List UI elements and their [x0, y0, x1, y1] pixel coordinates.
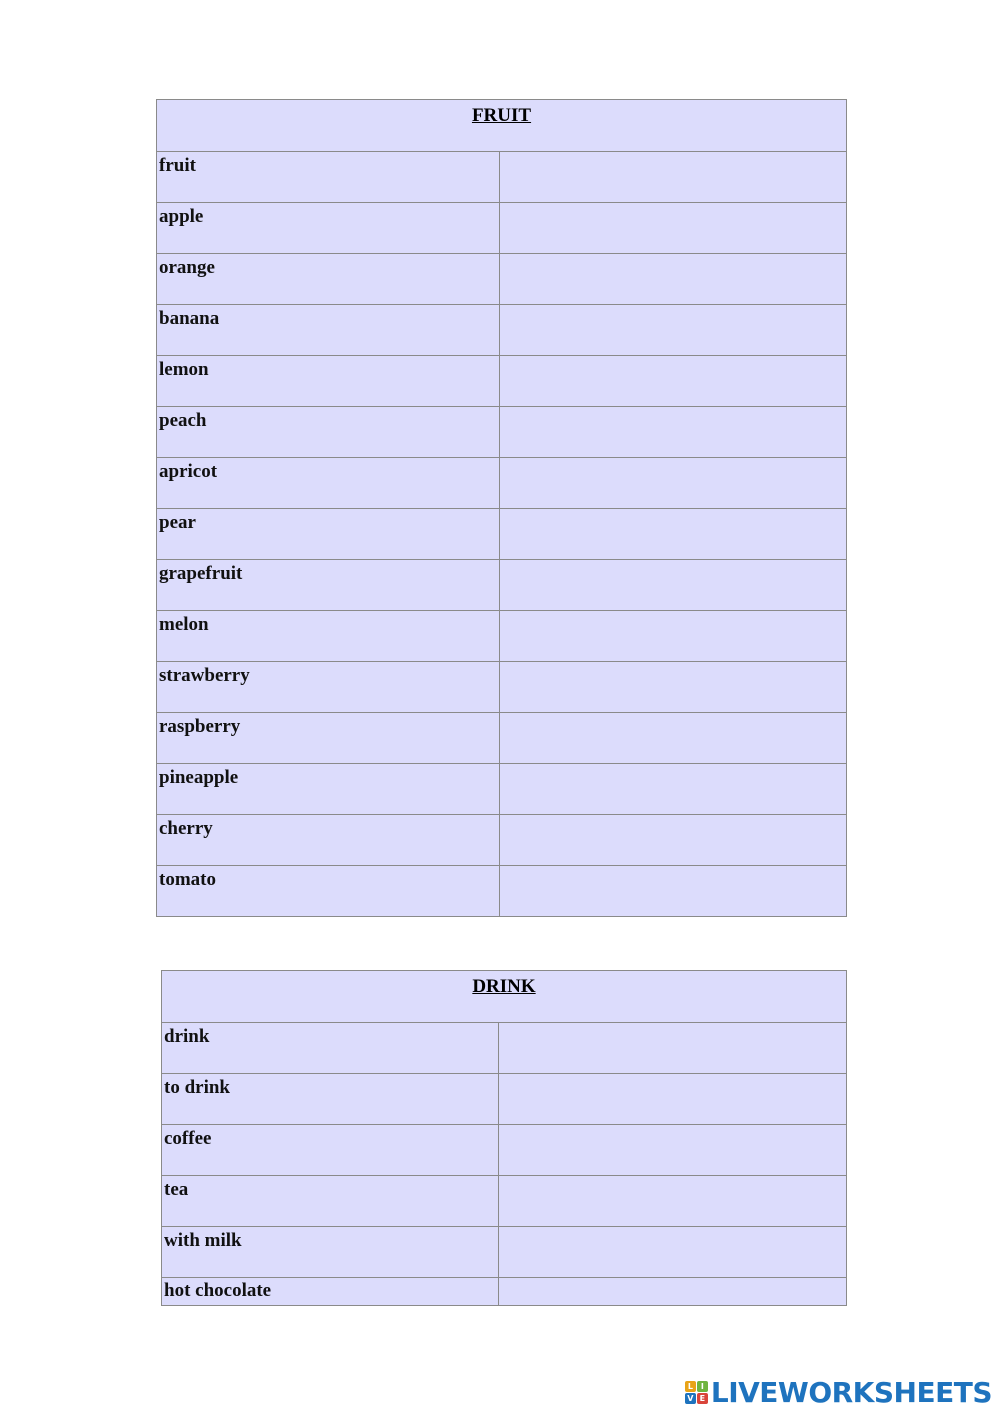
- drink-table-title: DRINK: [162, 971, 847, 1023]
- table-row: [162, 1278, 847, 1306]
- vocabulary-word: drink: [162, 1023, 499, 1074]
- answer-cell[interactable]: [500, 764, 847, 815]
- table-row: [157, 815, 847, 866]
- answer-cell[interactable]: [499, 1023, 847, 1074]
- vocabulary-word: coffee: [162, 1125, 499, 1176]
- answer-cell[interactable]: [500, 713, 847, 764]
- table-row: [157, 407, 847, 458]
- table-row: [162, 1176, 847, 1227]
- table-row: [157, 662, 847, 713]
- answer-cell[interactable]: [500, 407, 847, 458]
- logo-mark-letter: V: [685, 1393, 696, 1404]
- fruit-table-title: FRUIT: [157, 100, 847, 152]
- answer-cell[interactable]: [500, 611, 847, 662]
- vocabulary-word: hot chocolate: [162, 1278, 499, 1306]
- vocabulary-word: orange: [157, 254, 500, 305]
- answer-cell[interactable]: [500, 203, 847, 254]
- vocabulary-word: peach: [157, 407, 500, 458]
- vocabulary-word: melon: [157, 611, 500, 662]
- answer-cell[interactable]: [500, 254, 847, 305]
- table-row: [162, 1074, 847, 1125]
- table-row: [157, 203, 847, 254]
- drink-vocabulary-table: [161, 970, 847, 1306]
- logo-mark-letter: L: [685, 1381, 696, 1392]
- answer-cell[interactable]: [499, 1278, 847, 1306]
- table-row: [157, 611, 847, 662]
- logo-mark-letter: I: [697, 1381, 708, 1392]
- answer-cell[interactable]: [500, 458, 847, 509]
- logo-text: LIVEWORKSHEETS: [710, 1376, 992, 1409]
- vocabulary-word: apple: [157, 203, 500, 254]
- vocabulary-word: to drink: [162, 1074, 499, 1125]
- table-row: [157, 509, 847, 560]
- table-row: [157, 560, 847, 611]
- answer-cell[interactable]: [500, 560, 847, 611]
- vocabulary-word: apricot: [157, 458, 500, 509]
- table-row: [157, 764, 847, 815]
- table-row: [157, 254, 847, 305]
- table-row: [162, 1023, 847, 1074]
- fruit-vocabulary-table: [156, 99, 847, 917]
- logo-mark-letter: E: [697, 1393, 708, 1404]
- vocabulary-word: cherry: [157, 815, 500, 866]
- answer-cell[interactable]: [499, 1074, 847, 1125]
- table-title-row: [162, 971, 847, 1023]
- table-row: [157, 713, 847, 764]
- answer-cell[interactable]: [500, 509, 847, 560]
- vocabulary-word: strawberry: [157, 662, 500, 713]
- vocabulary-word: fruit: [157, 152, 500, 203]
- answer-cell[interactable]: [499, 1227, 847, 1278]
- vocabulary-word: banana: [157, 305, 500, 356]
- vocabulary-word: pear: [157, 509, 500, 560]
- vocabulary-word: tea: [162, 1176, 499, 1227]
- answer-cell[interactable]: [500, 815, 847, 866]
- table-row: [157, 356, 847, 407]
- table-row: [157, 458, 847, 509]
- answer-cell[interactable]: [499, 1125, 847, 1176]
- vocabulary-word: tomato: [157, 866, 500, 917]
- table-row: [157, 305, 847, 356]
- table-title-row: [157, 100, 847, 152]
- answer-cell[interactable]: [500, 356, 847, 407]
- vocabulary-word: grapefruit: [157, 560, 500, 611]
- table-row: [157, 152, 847, 203]
- vocabulary-word: with milk: [162, 1227, 499, 1278]
- liveworksheets-logo-icon: [685, 1381, 708, 1404]
- vocabulary-word: raspberry: [157, 713, 500, 764]
- table-row: [162, 1125, 847, 1176]
- answer-cell[interactable]: [499, 1176, 847, 1227]
- liveworksheets-logo: [685, 1376, 992, 1409]
- table-row: [162, 1227, 847, 1278]
- answer-cell[interactable]: [500, 866, 847, 917]
- table-row: [157, 866, 847, 917]
- vocabulary-word: pineapple: [157, 764, 500, 815]
- answer-cell[interactable]: [500, 662, 847, 713]
- vocabulary-word: lemon: [157, 356, 500, 407]
- answer-cell[interactable]: [500, 305, 847, 356]
- answer-cell[interactable]: [500, 152, 847, 203]
